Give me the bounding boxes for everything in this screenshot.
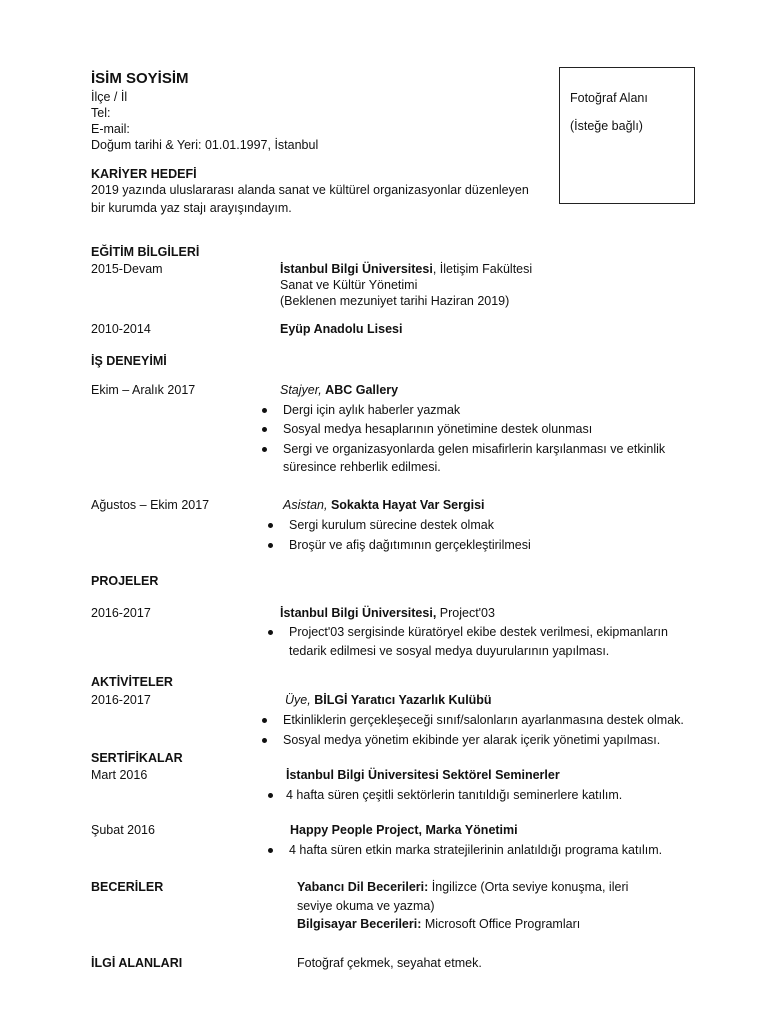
activity-bullet: Etkinliklerin gerçekleşeceği sınıf/salonların ayarlanmasına destek olmak.: [283, 713, 684, 727]
computer-skills-label: Bilgisayar Becerileri:: [297, 917, 422, 931]
experience-bullet: Sergi kurulum sürecine destek olmak: [289, 518, 494, 532]
bullet-icon: [262, 447, 267, 452]
photo-optional-label: (İsteğe bağlı): [570, 119, 643, 133]
phone-text: Tel:: [91, 106, 111, 120]
bullet-icon: [262, 408, 267, 413]
bullet-icon: [262, 738, 267, 743]
experience-title: [283, 497, 485, 513]
bullet-icon: [268, 848, 273, 853]
certificate-date: Mart 2016: [91, 768, 148, 782]
experience-bullet: Sosyal medya hesaplarının yönetimine destek olunması: [283, 422, 593, 436]
role-text: Stajyer,: [280, 383, 322, 397]
certificate-bullet: 4 hafta süren etkin marka stratejilerinin anlatıldığı programa katılım.: [289, 843, 663, 857]
experience-bullet-continued: süresince rehberlik edilmesi.: [283, 460, 441, 474]
email-text: E-mail:: [91, 122, 130, 136]
cv-name: İSİM SOYİSİM: [91, 70, 189, 87]
experience-heading: İŞ DENEYİMİ: [91, 354, 167, 368]
interests-heading: İLGİ ALANLARI: [91, 956, 183, 970]
photo-placeholder: [559, 67, 695, 204]
education-school: [280, 261, 532, 277]
project-name: Project'03: [436, 606, 495, 620]
role-text: Asistan,: [283, 498, 328, 512]
bullet-icon: [268, 543, 273, 548]
project-org: İstanbul Bilgi Üniversitesi,: [280, 606, 437, 620]
certificate-bullet: 4 hafta süren çeşitli sektörlerin tanıtıldığı seminerlere katılım.: [286, 788, 623, 802]
language-skills: [297, 879, 628, 895]
certificate-date: Şubat 2016: [91, 823, 155, 837]
activity-title: [285, 692, 492, 708]
education-heading: EĞİTİM BİLGİLERİ: [91, 245, 200, 259]
project-bullet-continued: tedarik edilmesi ve sosyal medya duyurularının yapılması.: [289, 644, 610, 658]
project-date: 2016-2017: [91, 606, 151, 620]
experience-date: Ağustos – Ekim 2017: [91, 498, 210, 512]
graduation-note: (Beklenen mezuniyet tarihi Haziran 2019): [280, 294, 510, 308]
experience-bullet: Dergi için aylık haberler yazmak: [283, 403, 461, 417]
project-bullet: Project'03 sergisinde küratöryel ekibe destek verilmesi, ekipmanların: [289, 625, 668, 639]
bullet-icon: [268, 630, 273, 635]
language-skills-continued: seviye okuma ve yazma): [297, 899, 435, 913]
certificate-title: Happy People Project, Marka Yönetimi: [290, 823, 518, 837]
activities-heading: AKTİVİTELER: [91, 675, 173, 689]
skills-heading: BECERİLER: [91, 880, 164, 894]
photo-label: Fotoğraf Alanı: [570, 91, 648, 105]
project-title: [280, 605, 495, 621]
activity-date: 2016-2017: [91, 693, 151, 707]
bullet-icon: [262, 427, 267, 432]
location-text: İlçe / İl: [91, 90, 128, 104]
faculty-name: , İletişim Fakültesi: [432, 262, 533, 276]
experience-title: [280, 382, 398, 398]
bullet-icon: [262, 718, 267, 723]
certificates-heading: SERTİFİKALAR: [91, 751, 183, 765]
computer-skills: [297, 916, 580, 932]
highschool-date: 2010-2014: [91, 322, 151, 336]
experience-bullet: Sergi ve organizasyonlarda gelen misafirlerin karşılanması ve etkinlik: [283, 442, 666, 456]
computer-skills-value: Microsoft Office Programları: [421, 917, 581, 931]
bullet-icon: [268, 523, 273, 528]
language-skills-label: Yabancı Dil Becerileri:: [297, 880, 429, 894]
club-name: BİLGİ Yaratıcı Yazarlık Kulübü: [314, 693, 492, 707]
org-text: Sokakta Hayat Var Sergisi: [330, 498, 485, 512]
interests-text: Fotoğraf çekmek, seyahat etmek.: [297, 956, 482, 970]
projects-heading: PROJELER: [91, 574, 159, 588]
career-text-line1: 2019 yazında uluslararası alanda sanat ve kültürel organizasyonlar düzenleyen: [91, 183, 529, 197]
certificate-title: İstanbul Bilgi Üniversitesi Sektörel Seminerler: [286, 768, 560, 782]
education-date: 2015-Devam: [91, 262, 163, 276]
language-skills-value: İngilizce (Orta seviye konuşma, ileri: [428, 880, 629, 894]
highschool-name: Eyüp Anadolu Lisesi: [280, 322, 403, 336]
experience-date: Ekim – Aralık 2017: [91, 383, 196, 397]
activity-bullet: Sosyal medya yönetim ekibinde yer alarak içerik yönetimi yapılması.: [283, 733, 661, 747]
org-text: ABC Gallery: [325, 383, 399, 397]
bullet-icon: [268, 793, 273, 798]
role-text: Üye,: [285, 693, 311, 707]
birth-text: Doğum tarihi & Yeri: 01.01.1997, İstanbul: [91, 138, 319, 152]
career-text-line2: bir kurumda yaz stajı arayışındayım.: [91, 201, 292, 215]
department-text: Sanat ve Kültür Yönetimi: [280, 278, 418, 292]
experience-bullet: Broşür ve afiş dağıtımının gerçekleştirilmesi: [289, 538, 531, 552]
school-name: İstanbul Bilgi Üniversitesi: [280, 262, 433, 276]
career-heading: KARİYER HEDEFİ: [91, 167, 197, 181]
